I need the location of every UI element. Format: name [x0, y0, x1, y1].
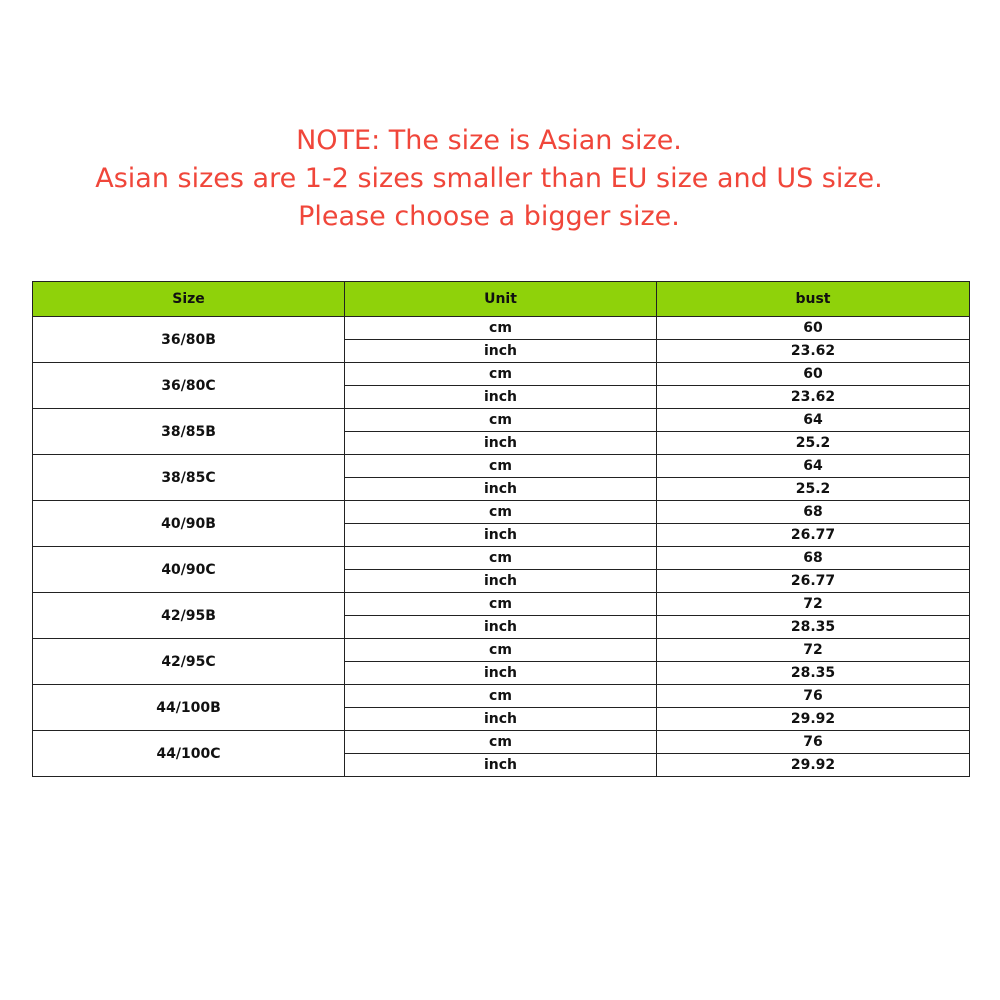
unit-cell: cm [345, 455, 657, 478]
size-cell: 42/95B [33, 593, 345, 639]
unit-cell: cm [345, 639, 657, 662]
bust-cell: 23.62 [657, 386, 970, 409]
bust-cell: 26.77 [657, 570, 970, 593]
size-cell: 42/95C [33, 639, 345, 685]
table-row [33, 547, 970, 570]
size-note [0, 122, 978, 236]
unit-cell: inch [345, 708, 657, 731]
header-unit: Unit [345, 282, 657, 317]
note-line-3: Please choose a bigger size. [298, 201, 680, 232]
unit-cell: inch [345, 754, 657, 777]
unit-cell: inch [345, 524, 657, 547]
header-bust: bust [657, 282, 970, 317]
bust-cell: 64 [657, 409, 970, 432]
unit-cell: inch [345, 616, 657, 639]
unit-cell: inch [345, 662, 657, 685]
bust-cell: 60 [657, 317, 970, 340]
bust-cell: 68 [657, 547, 970, 570]
table-row [33, 409, 970, 432]
table-row [33, 639, 970, 662]
table-row [33, 363, 970, 386]
unit-cell: cm [345, 547, 657, 570]
bust-cell: 72 [657, 593, 970, 616]
unit-cell: inch [345, 340, 657, 363]
note-line-1: NOTE: The size is Asian size. [296, 125, 682, 156]
unit-cell: cm [345, 685, 657, 708]
unit-cell: cm [345, 409, 657, 432]
unit-cell: cm [345, 363, 657, 386]
bust-cell: 76 [657, 685, 970, 708]
bust-cell: 68 [657, 501, 970, 524]
size-cell: 38/85C [33, 455, 345, 501]
bust-cell: 29.92 [657, 708, 970, 731]
size-chart-table [32, 281, 970, 777]
size-cell: 36/80B [33, 317, 345, 363]
unit-cell: inch [345, 432, 657, 455]
table-row [33, 317, 970, 340]
unit-cell: inch [345, 478, 657, 501]
table-body [33, 317, 970, 777]
bust-cell: 60 [657, 363, 970, 386]
bust-cell: 25.2 [657, 432, 970, 455]
bust-cell: 28.35 [657, 662, 970, 685]
bust-cell: 25.2 [657, 478, 970, 501]
bust-cell: 64 [657, 455, 970, 478]
size-cell: 40/90B [33, 501, 345, 547]
header-size: Size [33, 282, 345, 317]
size-cell: 44/100C [33, 731, 345, 777]
unit-cell: inch [345, 570, 657, 593]
bust-cell: 72 [657, 639, 970, 662]
unit-cell: cm [345, 593, 657, 616]
table-row [33, 731, 970, 754]
bust-cell: 28.35 [657, 616, 970, 639]
size-cell: 36/80C [33, 363, 345, 409]
size-cell: 40/90C [33, 547, 345, 593]
unit-cell: inch [345, 386, 657, 409]
table-row [33, 501, 970, 524]
note-line-2: Asian sizes are 1-2 sizes smaller than EU size and US size. [95, 163, 883, 194]
table-header-row [33, 282, 970, 317]
bust-cell: 23.62 [657, 340, 970, 363]
unit-cell: cm [345, 501, 657, 524]
bust-cell: 26.77 [657, 524, 970, 547]
size-cell: 44/100B [33, 685, 345, 731]
unit-cell: cm [345, 731, 657, 754]
table-row [33, 685, 970, 708]
table-row [33, 455, 970, 478]
table-row [33, 593, 970, 616]
unit-cell: cm [345, 317, 657, 340]
size-cell: 38/85B [33, 409, 345, 455]
bust-cell: 29.92 [657, 754, 970, 777]
bust-cell: 76 [657, 731, 970, 754]
